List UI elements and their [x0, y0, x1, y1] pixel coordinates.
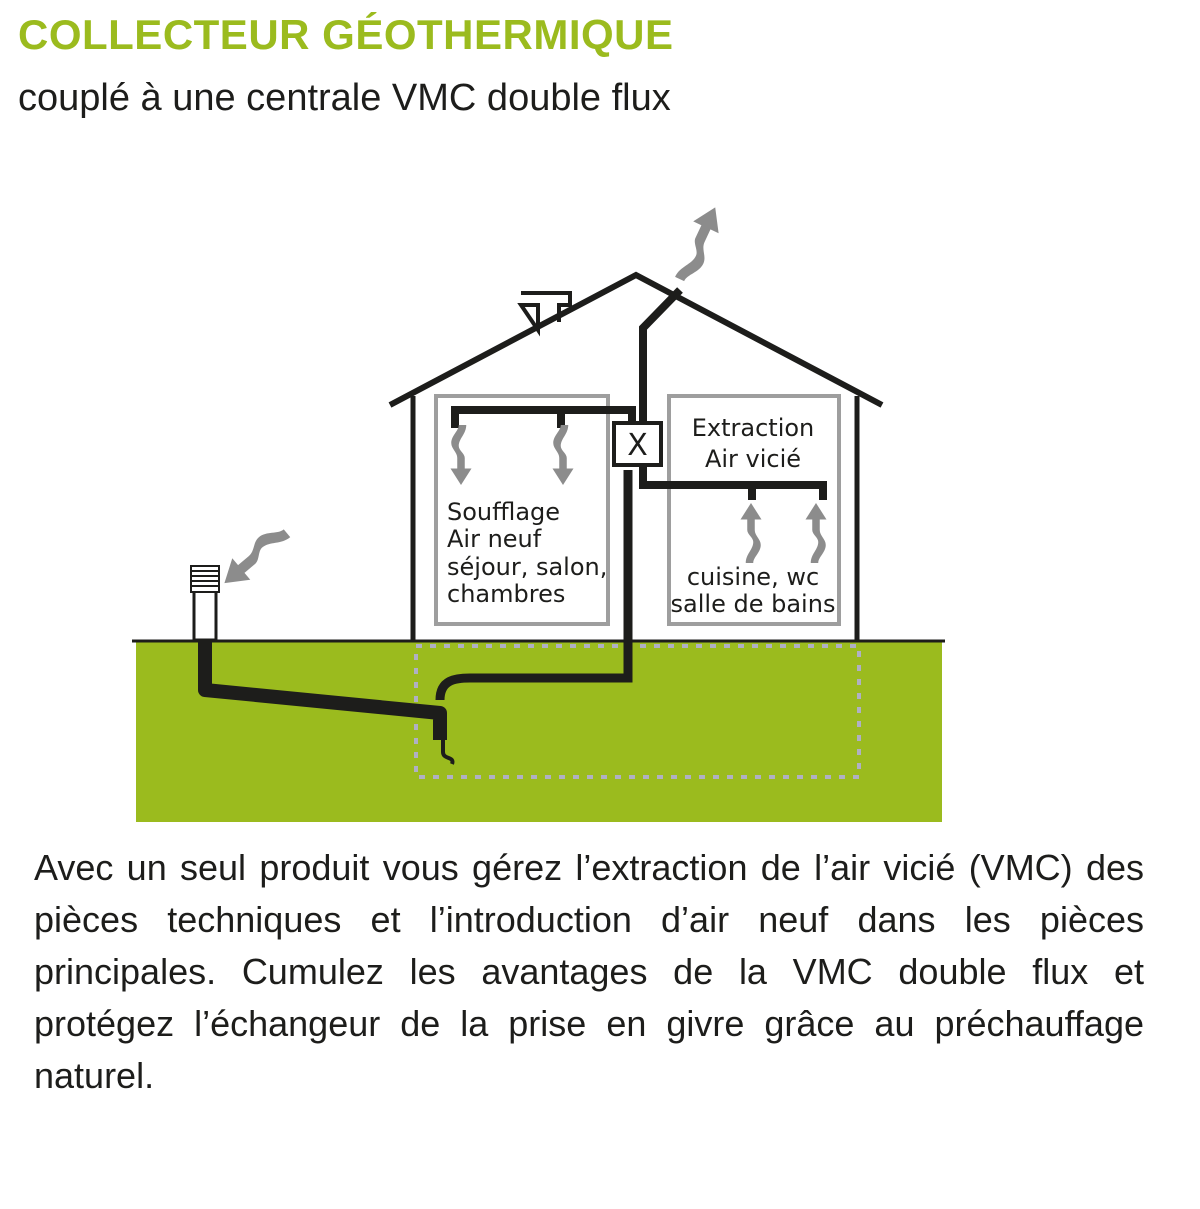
left-room-label-1: Soufflage [447, 498, 561, 526]
left-room-label-3: séjour, salon, [447, 553, 608, 581]
exhaust-duct [643, 290, 680, 425]
heat-exchanger-symbol: X [627, 428, 648, 463]
extract-arrow-icon [741, 503, 762, 563]
right-room-label-1: cuisine, wc [686, 563, 820, 591]
extract-arrow-icon [806, 503, 827, 563]
exhaust-arrow-icon [669, 201, 728, 285]
right-room-title-2: Air vicié [704, 445, 802, 473]
house-roof [390, 275, 882, 405]
left-room-label-4: chambres [447, 580, 566, 608]
ground-area [136, 641, 942, 822]
supply-arrow-icon [553, 425, 574, 485]
air-intake-arrow-icon [215, 521, 294, 594]
left-room-label-2: Air neuf [447, 525, 542, 553]
description-paragraph: Avec un seul produit vous gérez l’extraction de l’air vicié (VMC) des pièces techniques et l’introduction d’air neuf dans les pièces principales. Cumulez les avantages de la VMC double flux et protégez l’échangeur de la prise en givre grâce au préchauffage naturel. [34, 847, 1144, 1096]
right-room-title-1: Extraction [691, 414, 815, 442]
page-subtitle: couplé à une centrale VMC double flux [18, 77, 671, 119]
supply-arrow-icon [451, 425, 472, 485]
supply-duct [455, 410, 632, 428]
page-title: COLLECTEUR GÉOTHERMIQUE [18, 11, 674, 58]
air-intake-grille [191, 566, 219, 592]
right-room-label-2: salle de bains [670, 590, 836, 618]
air-intake-post [194, 590, 216, 640]
